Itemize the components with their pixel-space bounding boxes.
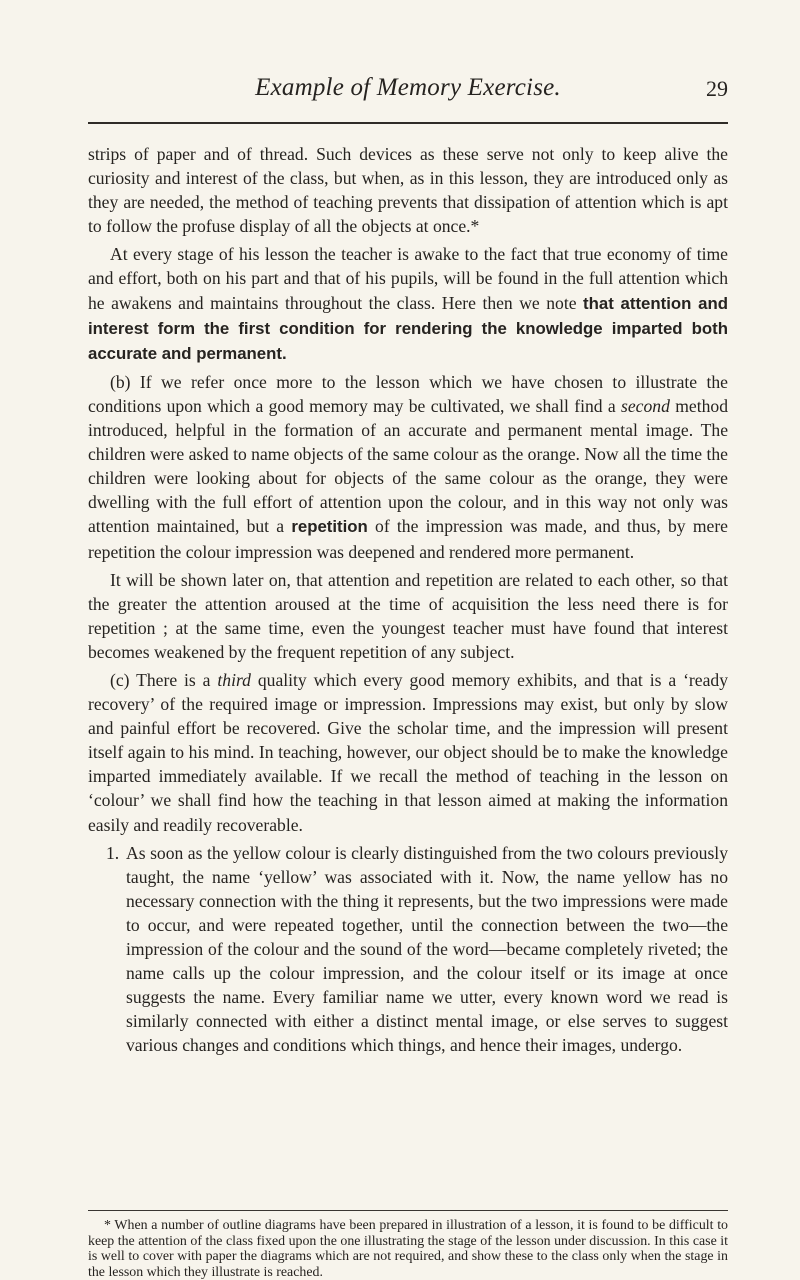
paragraph-2-text: At every stage of his lesson the teacher is awake to the fact that true economy of time and effort, both on his part and that of his pupils, will be found in the full attention which he awakens and maintains throughout the class. Here then we note bbox=[88, 244, 728, 313]
footnote bbox=[88, 1218, 728, 1280]
paragraph-6-number: 1. bbox=[106, 842, 120, 863]
paragraph-2-emphasis: that attention and interest form the first condition for rendering the knowledge imparted both accurate and permanent. bbox=[88, 293, 728, 363]
paragraph-6 bbox=[88, 841, 728, 1058]
body-text bbox=[88, 142, 728, 1061]
paragraph-2 bbox=[88, 242, 728, 365]
paragraph-4-text: It will be shown later on, that attention and repetition are related to each other, so that the greater the attention aroused at the time of acquisition the less need there is for repetition ; at the same time, even the youngest teacher must have found that interest becomes weakened by the frequent repetition of any subject. bbox=[88, 569, 728, 662]
paragraph-3-text-c: of the impression was made, and thus, by mere repetition the colour impression was deepened and rendered more permanent. bbox=[88, 516, 728, 562]
running-head bbox=[88, 70, 728, 110]
paragraph-3-text-b: method introduced, helpful in the formation of an accurate and permanent mental image. The children were asked to name objects of the same colour as the orange. Now all the time the children were looking about for objects of the same colour as the orange, they were dwelling with the full effort of attention upon the colour, and in this way not only was attention maintained, but a bbox=[88, 395, 728, 537]
paragraph-6-text: As soon as the yellow colour is clearly distinguished from the two colours previously taught, the name ‘yellow’ was associated with it. Now, the name yellow has no necessary connection with the thing it represents, but the two impressions were made to occur, and were repeated together, until the connection between the two—the impression of the colour and the sound of the word—became completely riveted; the name calls up the colour impression, and the colour itself or its image at once suggests the name. Every familiar name we utter, every known word we read is similarly connected with either a distinct mental image, or else serves to suggest various changes and conditions which things, and hence their images, undergo. bbox=[126, 842, 728, 1056]
paragraph-5-text-a: (c) There is a bbox=[110, 669, 218, 690]
paragraph-5-italic: third bbox=[217, 669, 251, 690]
header-rule bbox=[88, 122, 728, 124]
paragraph-3-text-a: (b) If we refer once more to the lesson which we have chosen to illustrate the conditions upon which a good memory may be cultivated, we shall find a bbox=[88, 371, 728, 416]
page-number: 29 bbox=[706, 76, 728, 101]
paragraph-4 bbox=[88, 568, 728, 664]
footnote-text: * When a number of outline diagrams have been prepared in illustration of a lesson, it is found to be difficult to keep the attention of the class fixed upon the one illustrating the stage of the lesson under discussion. In this case it is well to cover with paper the diagrams which are not required, and show these to the class only when the stage in the lesson which they illustrate is reached. bbox=[88, 1218, 728, 1280]
running-title: Example of Memory Exercise. bbox=[255, 74, 561, 101]
paragraph-3 bbox=[88, 370, 728, 564]
footnote-rule bbox=[88, 1210, 728, 1211]
paragraph-1 bbox=[88, 142, 728, 238]
paragraph-1-text: strips of paper and of thread. Such devices as these serve not only to keep alive the curiosity and interest of the class, but when, as in this lesson, they are introduced only as they are needed, the method of teaching prevents that dissipation of attention which is apt to follow the profuse display of all the objects at once.* bbox=[88, 144, 728, 237]
paragraph-5 bbox=[88, 668, 728, 837]
paragraph-5-text-b: quality which every good memory exhibits, and that is a ‘ready recovery’ of the required image or impression. Impressions may exist, but only by slow and painful effort be recovered. Give the scholar time, and the impression will present itself again to his mind. In teaching, however, our object should be to make the knowledge imparted immediately available. If we recall the method of teaching in the lesson on ‘colour’ we shall find how the teaching in that lesson aimed at making the information easily and readily recoverable. bbox=[88, 669, 729, 835]
paragraph-3-emphasis: repetition bbox=[291, 517, 368, 537]
paragraph-3-italic: second bbox=[621, 395, 670, 416]
